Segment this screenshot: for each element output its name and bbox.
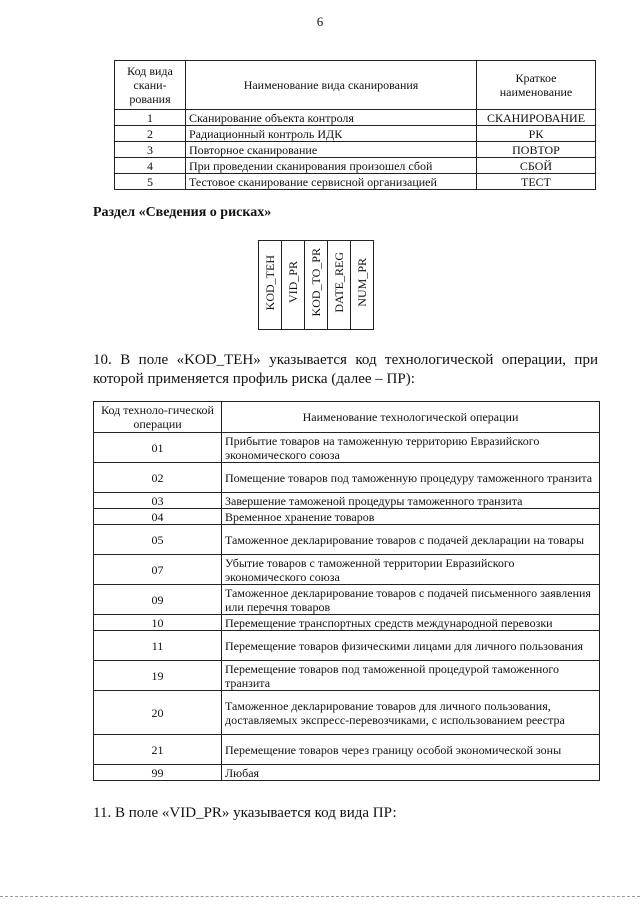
header-op-code: Код техноло-гической операции — [94, 402, 222, 433]
op-code: 19 — [94, 661, 222, 691]
op-code: 99 — [94, 765, 222, 781]
op-name: Таможенное декларирование товаров с подачей письменного заявления или перечня товаров — [222, 585, 600, 615]
field-num-pr: NUM_PR — [354, 258, 369, 307]
op-code: 05 — [94, 525, 222, 555]
op-code: 02 — [94, 463, 222, 493]
table-row — [94, 765, 600, 781]
table-row — [94, 463, 600, 493]
paragraph-10: 10. В поле «KOD_TEH» указывается код технологической операции, при которой применяется профиль риска (далее – ПР): — [93, 352, 598, 387]
table-header-row — [94, 402, 600, 433]
field-cell — [259, 241, 282, 330]
table-row — [94, 691, 600, 735]
table-row — [94, 493, 600, 509]
scan-code: 3 — [115, 142, 186, 158]
op-code: 09 — [94, 585, 222, 615]
op-name: Прибытие товаров на таможенную территорию Евразийского экономического союза — [222, 433, 600, 463]
header-scan-code: Код вида скани-рования — [115, 61, 186, 110]
risk-fields-table — [258, 240, 374, 330]
scan-name: При проведении сканирования произошел сбой — [186, 158, 477, 174]
field-vid-pr: VID_PR — [285, 261, 300, 304]
scan-short: СКАНИРОВАНИЕ — [477, 110, 596, 126]
section-title: Раздел «Сведения о рисках» — [93, 205, 272, 220]
field-cell — [282, 241, 305, 330]
op-name: Убытие товаров с таможенной территории Евразийского экономического союза — [222, 555, 600, 585]
scan-name: Тестовое сканирование сервисной организацией — [186, 174, 477, 190]
op-name: Таможенное декларирование товаров с подачей декларации на товары — [222, 525, 600, 555]
table-row — [115, 142, 596, 158]
header-scan-short: Краткое наименование — [477, 61, 596, 110]
scan-short: ПОВТОР — [477, 142, 596, 158]
operations-table — [93, 401, 600, 781]
op-name: Перемещение товаров физическими лицами для личного пользования — [222, 631, 600, 661]
bottom-rule — [0, 896, 640, 897]
paragraph-11: 11. В поле «VID_PR» указывается код вида ПР: — [93, 805, 397, 821]
page-number: 6 — [316, 14, 324, 29]
op-name: Завершение таможеной процедуры таможенного транзита — [222, 493, 600, 509]
scan-name: Повторное сканирование — [186, 142, 477, 158]
field-kod-to-pr: KOD_TO_PR — [308, 248, 323, 317]
op-code: 04 — [94, 509, 222, 525]
fields-row — [259, 241, 374, 330]
op-name: Перемещение товаров через границу особой экономической зоны — [222, 735, 600, 765]
scan-code: 2 — [115, 126, 186, 142]
op-name: Помещение товаров под таможенную процедуру таможенного транзита — [222, 463, 600, 493]
scan-types-table — [114, 60, 596, 190]
op-code: 11 — [94, 631, 222, 661]
scan-short: ТЕСТ — [477, 174, 596, 190]
field-date-reg: DATE_REG — [331, 252, 346, 313]
field-kod-teh: KOD_TEH — [262, 254, 277, 311]
op-name: Таможенное декларирование товаров для личного пользования, доставляемых экспресс-перевозчиками, с использованием реестра — [222, 691, 600, 735]
table-header-row — [115, 61, 596, 110]
table-row — [94, 615, 600, 631]
op-name: Перемещение транспортных средств международной перевозки — [222, 615, 600, 631]
header-op-name: Наименование технологической операции — [222, 402, 600, 433]
scan-code: 4 — [115, 158, 186, 174]
field-cell — [351, 241, 374, 330]
scan-short: РК — [477, 126, 596, 142]
op-code: 03 — [94, 493, 222, 509]
scan-code: 5 — [115, 174, 186, 190]
scan-name: Радиационный контроль ИДК — [186, 126, 477, 142]
op-name: Перемещение товаров под таможенной процедурой таможенного транзита — [222, 661, 600, 691]
table-row — [94, 585, 600, 615]
table-row — [115, 158, 596, 174]
op-name: Любая — [222, 765, 600, 781]
op-code: 20 — [94, 691, 222, 735]
table-row — [94, 555, 600, 585]
table-row — [94, 509, 600, 525]
table-row — [94, 433, 600, 463]
scan-short: СБОЙ — [477, 158, 596, 174]
scan-code: 1 — [115, 110, 186, 126]
field-cell — [305, 241, 328, 330]
op-name: Временное хранение товаров — [222, 509, 600, 525]
table-row — [115, 174, 596, 190]
op-code: 07 — [94, 555, 222, 585]
table-row — [94, 525, 600, 555]
op-code: 21 — [94, 735, 222, 765]
header-scan-name: Наименование вида сканирования — [186, 61, 477, 110]
op-code: 01 — [94, 433, 222, 463]
table-row — [94, 661, 600, 691]
scan-name: Сканирование объекта контроля — [186, 110, 477, 126]
table-row — [115, 126, 596, 142]
table-row — [94, 735, 600, 765]
field-cell — [328, 241, 351, 330]
table-row — [115, 110, 596, 126]
op-code: 10 — [94, 615, 222, 631]
table-row — [94, 631, 600, 661]
